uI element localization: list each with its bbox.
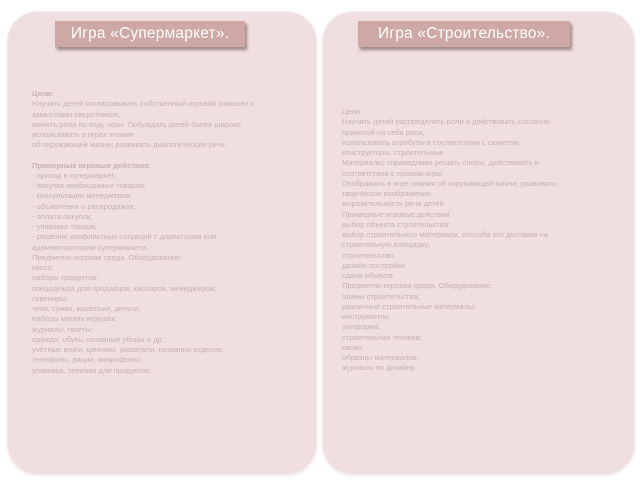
text-line: одежда, обувь, головные уборы и др.; bbox=[32, 334, 166, 344]
text-line: менять роли по ходу игры. Побуждать детей более широко bbox=[32, 119, 241, 129]
text-line: сувениры; bbox=[32, 293, 68, 303]
text-line: - покупка необходимых товаров; bbox=[32, 181, 147, 190]
text-line: строительная техника; bbox=[342, 332, 422, 342]
text-line: Научить детей согласовывать собственный игровой замысел с bbox=[32, 99, 255, 109]
text-line: образцы материалов; bbox=[342, 353, 419, 362]
text-line: - упаковка товара; bbox=[32, 222, 97, 231]
text-line: планы строительства; bbox=[342, 291, 420, 301]
text-line: учётные книги, ценники, указатели, названия отделов; bbox=[32, 345, 224, 354]
paragraph-gap bbox=[32, 151, 300, 161]
text-line: униформа; bbox=[342, 322, 381, 332]
text-line: каски; bbox=[342, 342, 364, 352]
text-line: - объявления о распродажах; bbox=[32, 201, 136, 211]
text-line: администратором супермаркета. bbox=[32, 242, 149, 252]
text-line: наборы мягких игрушек; bbox=[32, 314, 118, 324]
text-line: касса; bbox=[32, 263, 54, 272]
text-line: Цели: bbox=[342, 107, 363, 116]
text-line: выбор строительного материала, способа его доставки на bbox=[342, 230, 549, 239]
text-line: Научить детей распределять роли и действовать согласно bbox=[342, 117, 550, 127]
text-line: Материалы; справедливо решать споры, действовать в bbox=[342, 158, 539, 168]
text-line: об окружающей жизни; развивать диалогическую речь. bbox=[32, 140, 227, 150]
text-line: использовать в играх знания bbox=[32, 130, 134, 139]
text-line: телефоны, рации, микрофоны; bbox=[32, 355, 142, 365]
text-line: использовать атрибуты в соответствии с сюжетом, bbox=[342, 137, 522, 147]
text-line: - оплата покупок; bbox=[32, 211, 93, 221]
text-line: - приход в супермаркет; bbox=[32, 170, 117, 180]
text-line: конструкторы, строительные bbox=[342, 148, 444, 157]
text-line: творческое воображение, bbox=[342, 189, 433, 198]
text-line: журналы по дизайну. bbox=[342, 363, 416, 373]
text-line: соответствии с планом игры bbox=[342, 168, 442, 178]
text-line: Цели: bbox=[32, 89, 54, 98]
text-line: - решение конфликтных ситуаций с директором или bbox=[32, 232, 217, 242]
text-line: различные строительные материалы; bbox=[342, 301, 476, 311]
text-line: чеки, сумки, кошельки, деньги; bbox=[32, 304, 141, 313]
supermarket-description bbox=[32, 89, 300, 376]
text-line: Примерные игровые действия: bbox=[342, 209, 452, 219]
text-line: сдача объекта. bbox=[342, 271, 395, 280]
text-line: - консультации менеджеров; bbox=[32, 191, 133, 201]
text-line: строительство; bbox=[342, 250, 396, 260]
text-line: Предметно-игровая среда. Оборудование: bbox=[32, 252, 183, 262]
text-line: наборы продуктов; bbox=[32, 273, 99, 283]
text-line: замыслами сверстников, bbox=[32, 109, 121, 119]
text-line: выбор объекта строительства; bbox=[342, 219, 451, 229]
construction-title: Игра «Строительство». bbox=[358, 21, 570, 47]
text-line: спецодежда для продавцов, кассиров, менеджеров; bbox=[32, 283, 217, 293]
construction-description bbox=[342, 107, 612, 374]
text-line: инструменты; bbox=[342, 312, 391, 321]
text-line: журналы, газеты; bbox=[32, 324, 93, 334]
text-line: Предметно-игровая среда. Оборудование: bbox=[342, 281, 493, 291]
text-line: принятой на себя роли, bbox=[342, 127, 425, 137]
supermarket-title: Игра «Супермаркет». bbox=[55, 21, 245, 47]
text-line: выразительность речи детей. bbox=[342, 199, 446, 209]
text-line: Примерные игровые действия: bbox=[32, 160, 152, 170]
text-line: Отображать в игре знания об окружающей жизни, развивать bbox=[342, 178, 557, 188]
text-line: упаковка, тележки для продуктов. bbox=[32, 365, 152, 375]
text-line: дизайн постройки; bbox=[342, 260, 407, 270]
text-line: строительную площадку; bbox=[342, 240, 431, 250]
